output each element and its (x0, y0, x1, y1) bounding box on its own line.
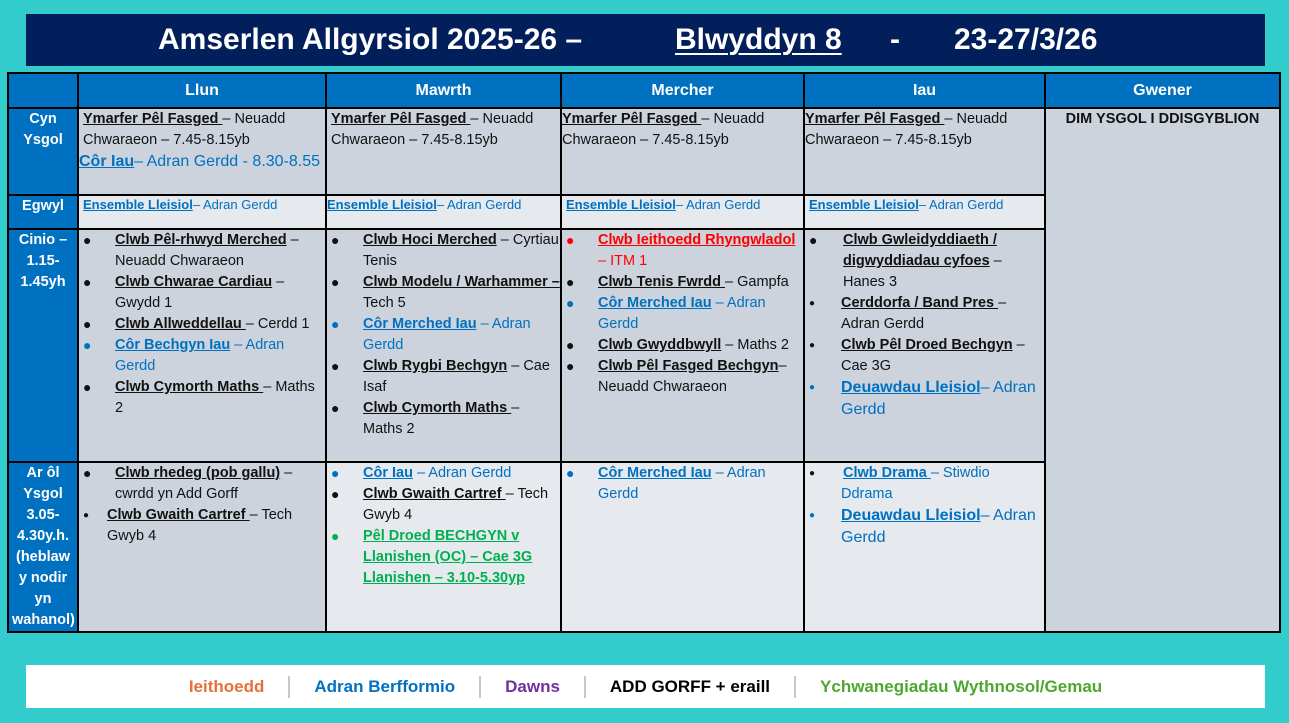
list-item: ● Côr Iau – Adran Gerdd (327, 463, 560, 484)
timetable (7, 72, 1281, 633)
bullet-icon: ● (331, 465, 340, 481)
day-header-llun: Llun (78, 73, 326, 108)
cell-egwyl-mawrth (326, 195, 561, 229)
list-item: ● Deuawdau Lleisiol– Adran Gerdd (809, 379, 1036, 418)
list-item: ● Clwb Gwyddbwyll – Maths 2 (562, 335, 803, 356)
cell-cyn-ysgol-llun (78, 108, 326, 195)
bullet-icon: ● (566, 465, 575, 481)
activity-list (79, 463, 325, 547)
legend-adran-berfformio: Adran Berfformio (314, 676, 456, 696)
entry: Ymarfer Pêl Fasged – Neuadd Chwaraeon – 7.45-8.15yb (805, 111, 1008, 148)
bullet-icon: ● (331, 274, 340, 290)
cell-cinio-mawrth (326, 229, 561, 462)
row-label-cinio: Cinio – 1.15-1.45yh (8, 229, 78, 462)
activity-list (327, 463, 560, 589)
bullet-icon: ● (331, 486, 340, 502)
legend (26, 665, 1265, 708)
title-year: Blwyddyn 8 (675, 23, 842, 56)
bullet-icon: ● (83, 337, 92, 353)
cell-egwyl-mercher (561, 195, 804, 229)
list-item: ● Clwb Gwaith Cartref – Tech Gwyb 4 (331, 486, 549, 523)
legend-dawns: Dawns (505, 676, 560, 696)
title-dates: 23-27/3/26 (954, 23, 1098, 56)
list-item: ● Clwb rhedeg (pob gallu) – cwrdd yn Add Gorff (83, 465, 293, 502)
cell-ar-ol-mawrth (326, 462, 561, 632)
corner-cell (8, 73, 78, 108)
day-header-gwener: Gwener (1045, 73, 1280, 108)
bullet-icon: ● (83, 379, 92, 395)
list-item: ● Côr Merched Iau – Adran Gerdd (566, 465, 766, 502)
bullet-icon: ● (809, 340, 816, 351)
bullet-icon: ● (331, 358, 340, 374)
cell-cinio-iau (804, 229, 1045, 462)
entry: Ensemble Lleisiol– Adran Gerdd (83, 197, 278, 212)
activity-list (562, 230, 803, 398)
legend-ieithoedd: Ieithoedd (188, 676, 265, 696)
bullet-icon: ● (83, 274, 92, 290)
bullet-icon: ● (331, 400, 340, 416)
list-item: ● Clwb Modelu / Warhammer – Tech 5 (331, 274, 560, 311)
list-item: ● Pêl Droed BECHGYN v Llanishen (OC) – Cae 3G Llanishen – 3.10-5.30yp (331, 528, 533, 586)
list-item: ● Cerddorfa / Band Pres – Adran Gerdd (809, 295, 1007, 332)
activity-list (327, 230, 560, 440)
bullet-icon: ● (83, 465, 92, 481)
list-item: ● Deuawdau Lleisiol– Adran Gerdd (809, 507, 1036, 546)
list-item: ● Clwb Rygbi Bechgyn – Cae Isaf (331, 358, 550, 395)
bullet-icon: ● (83, 510, 90, 521)
bullet-icon: ● (566, 232, 575, 248)
bullet-icon: ● (331, 528, 340, 544)
row-label-egwyl: Egwyl (8, 195, 78, 229)
cell-cinio-mercher (561, 229, 804, 462)
list-item: ● Côr Merched Iau – Adran Gerdd (331, 316, 531, 353)
bullet-icon: ● (83, 232, 92, 248)
entry: Ensemble Lleisiol– Adran Gerdd (327, 197, 522, 212)
list-item: ● Clwb Drama – Stiwdio Ddrama (809, 465, 990, 502)
list-item: ● Côr Merched Iau – Adran Gerdd (566, 295, 766, 332)
activity-list (805, 463, 1044, 549)
bullet-icon: ● (809, 510, 816, 521)
list-item: ● Clwb Pêl-rhwyd Merched – Neuadd Chwaraeon (83, 232, 299, 269)
header-row (8, 73, 1280, 108)
entry: Côr Iau– Adran Gerdd - 8.30-8.55 (79, 153, 321, 170)
cell-ar-ol-iau (804, 462, 1045, 632)
title-main: Amserlen Allgyrsiol 2025-26 – (158, 23, 583, 56)
row-label-ar-ol-ysgol: Ar ôl Ysgol 3.05-4.30y.h. (heblaw y nodir yn wahanol) (8, 462, 78, 632)
list-item: ● Clwb Pêl Fasged Bechgyn– Neuadd Chwaraeon (566, 358, 787, 395)
cell-cyn-ysgol-mercher (561, 108, 804, 195)
cell-ar-ol-llun (78, 462, 326, 632)
list-item: ● Clwb Pêl Droed Bechgyn – Cae 3G (809, 337, 1025, 374)
bullet-icon: ● (566, 274, 575, 290)
bullet-icon: ● (809, 382, 816, 393)
entry: Ymarfer Pêl Fasged – Neuadd Chwaraeon – 7.45-8.15yb (331, 111, 534, 148)
list-item: ● Clwb Cymorth Maths – Maths 2 (83, 379, 315, 416)
list-item: ● Clwb Allweddellau – Cerdd 1 (79, 314, 325, 335)
list-item: ● Clwb Tenis Fwrdd – Gampfa (562, 272, 803, 293)
list-item: ● Clwb Gwaith Cartref – Tech Gwyb 4 (83, 507, 293, 544)
list-item: ● Clwb Ieithoedd Rhyngwladol – ITM 1 (566, 232, 796, 269)
cell-egwyl-iau (804, 195, 1045, 229)
cell-cinio-llun (78, 229, 326, 462)
list-item: ● Clwb Hoci Merched – Cyrtiau Tenis (331, 232, 559, 269)
cell-gwener-closed: DIM YSGOL I DDISGYBLION (1045, 108, 1280, 632)
day-header-mawrth: Mawrth (326, 73, 561, 108)
activity-list (805, 230, 1044, 421)
cell-ar-ol-mercher (561, 462, 804, 632)
row-cyn-ysgol (8, 108, 1280, 195)
bullet-icon: ● (83, 316, 92, 332)
bullet-icon: ● (566, 337, 575, 353)
cell-cyn-ysgol-mawrth (326, 108, 561, 195)
legend-ychwanegiadau: Ychwanegiadau Wythnosol/Gemau (820, 676, 1103, 696)
day-header-mercher: Mercher (561, 73, 804, 108)
activity-list (79, 230, 325, 419)
entry: Ensemble Lleisiol– Adran Gerdd (566, 197, 761, 212)
list-item: ● Clwb Gwleidyddiaeth / digwyddiadau cyfoes – Hanes 3 (809, 232, 1002, 290)
list-item: ● Clwb Chwarae Cardiau – Gwydd 1 (83, 274, 285, 311)
entry: Ymarfer Pêl Fasged – Neuadd Chwaraeon – 7.45-8.15yb (83, 111, 286, 148)
entry: Ensemble Lleisiol– Adran Gerdd (809, 197, 1004, 212)
row-label-cyn-ysgol: Cyn Ysgol (8, 108, 78, 195)
bullet-icon: ● (331, 232, 340, 248)
bullet-icon: ● (331, 316, 340, 332)
bullet-icon: ● (566, 358, 575, 374)
bullet-icon: ● (809, 232, 818, 248)
bullet-icon: ● (809, 468, 816, 479)
cell-cyn-ysgol-iau (804, 108, 1045, 195)
bullet-icon: ● (566, 295, 575, 311)
entry: Ymarfer Pêl Fasged – Neuadd Chwaraeon – 7.45-8.15yb (562, 111, 765, 148)
activity-list (562, 463, 803, 505)
list-item: ● Côr Bechgyn Iau – Adran Gerdd (83, 337, 285, 374)
bullet-icon: ● (809, 298, 816, 309)
list-item: ● Clwb Cymorth Maths – Maths 2 (331, 400, 520, 437)
cell-egwyl-llun (78, 195, 326, 229)
day-header-iau: Iau (804, 73, 1045, 108)
page-title (26, 14, 1265, 66)
title-dash: - (890, 23, 900, 56)
legend-add-gorff: ADD GORFF + eraill (609, 676, 771, 696)
